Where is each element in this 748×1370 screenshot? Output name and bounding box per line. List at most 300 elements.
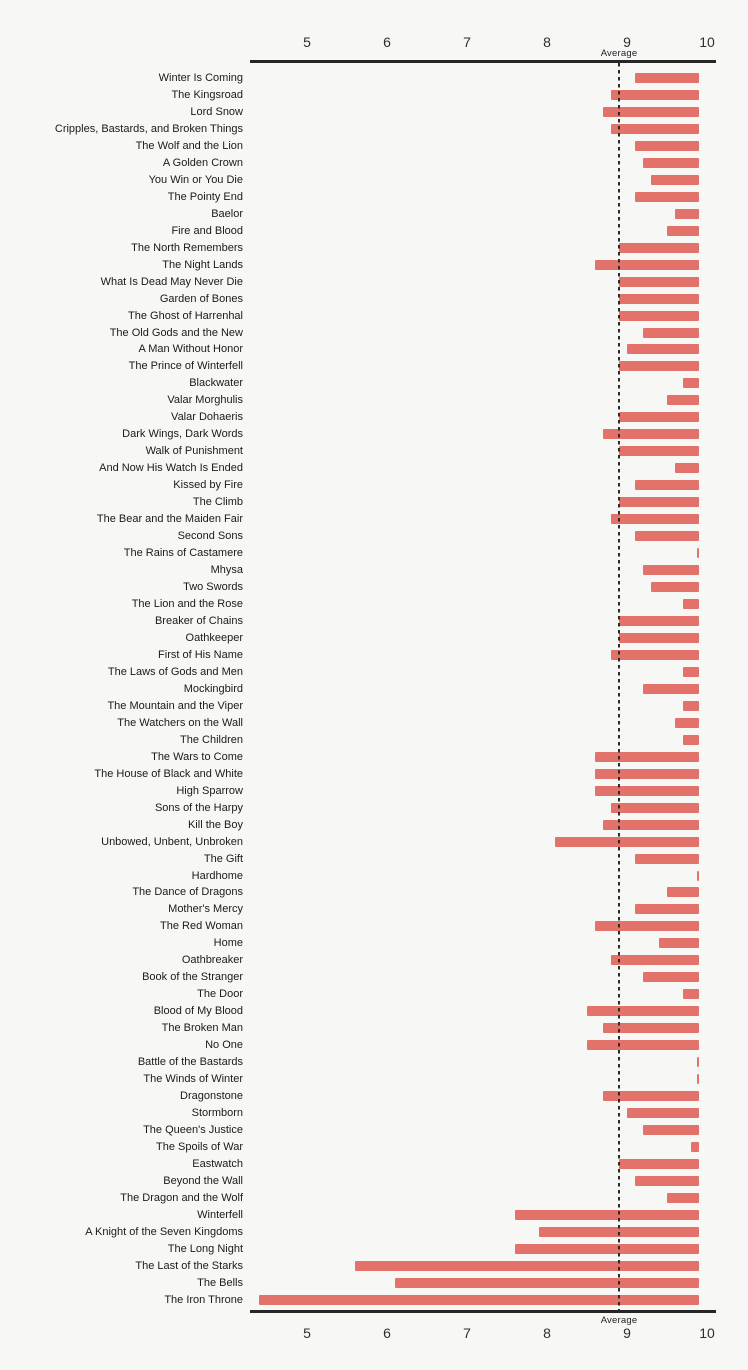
episode-row bbox=[0, 290, 748, 307]
rating-bar bbox=[683, 599, 699, 609]
bar-track bbox=[243, 765, 748, 782]
rating-bar bbox=[675, 209, 699, 219]
episode-row bbox=[0, 680, 748, 697]
bar-track bbox=[243, 545, 748, 562]
x-axis-bottom-line bbox=[250, 1310, 716, 1314]
episode-row bbox=[0, 358, 748, 375]
x-tick: 9 bbox=[623, 34, 631, 50]
bar-track bbox=[243, 1223, 748, 1240]
bar-track bbox=[243, 884, 748, 901]
episode-label: The Pointy End bbox=[167, 190, 243, 203]
rating-bar bbox=[697, 1057, 700, 1067]
x-tick: 8 bbox=[543, 1325, 551, 1341]
episode-row bbox=[0, 1172, 748, 1189]
rating-bar bbox=[611, 514, 699, 524]
bar-track bbox=[243, 1054, 748, 1071]
bar-track bbox=[243, 748, 748, 765]
episode-label: Lord Snow bbox=[190, 105, 243, 118]
episode-row bbox=[0, 1054, 748, 1071]
episode-label: Eastwatch bbox=[192, 1157, 243, 1170]
bar-track bbox=[243, 460, 748, 477]
episode-row bbox=[0, 1206, 748, 1223]
bar-track bbox=[243, 918, 748, 935]
bar-track bbox=[243, 1189, 748, 1206]
bar-track bbox=[243, 646, 748, 663]
episode-row bbox=[0, 986, 748, 1003]
rating-bar bbox=[683, 667, 699, 677]
bar-track bbox=[243, 850, 748, 867]
bar-track bbox=[243, 1156, 748, 1173]
episode-row bbox=[0, 731, 748, 748]
bar-track bbox=[243, 714, 748, 731]
bar-track bbox=[243, 1105, 748, 1122]
x-tick: 9 bbox=[623, 1325, 631, 1341]
episode-label: Oathkeeper bbox=[185, 631, 243, 644]
rating-bar bbox=[395, 1278, 699, 1288]
episode-row bbox=[0, 1274, 748, 1291]
rating-bar bbox=[619, 497, 699, 507]
bar-track bbox=[243, 1020, 748, 1037]
bar-track bbox=[243, 901, 748, 918]
episode-label: The Broken Man bbox=[161, 1022, 243, 1035]
episode-row bbox=[0, 1122, 748, 1139]
rating-bar bbox=[619, 361, 699, 371]
x-tick: 7 bbox=[463, 34, 471, 50]
episode-label: High Sparrow bbox=[176, 784, 243, 797]
rating-bar bbox=[515, 1244, 699, 1254]
episode-row bbox=[0, 1156, 748, 1173]
episode-label: The Wolf and the Lion bbox=[135, 139, 243, 152]
episode-label: The Lion and the Rose bbox=[131, 598, 243, 611]
episode-label: A Knight of the Seven Kingdoms bbox=[85, 1225, 243, 1238]
episode-row bbox=[0, 154, 748, 171]
bar-track bbox=[243, 935, 748, 952]
rating-bar bbox=[667, 395, 699, 405]
episode-label: The Wars to Come bbox=[151, 750, 243, 763]
episode-row bbox=[0, 850, 748, 867]
episode-label: Dragonstone bbox=[180, 1090, 243, 1103]
episode-label: The Prince of Winterfell bbox=[128, 360, 243, 373]
rating-bar bbox=[619, 243, 699, 253]
rating-bar bbox=[659, 938, 699, 948]
x-tick: 6 bbox=[383, 1325, 391, 1341]
rating-bar bbox=[635, 192, 699, 202]
episode-label: First of His Name bbox=[158, 648, 243, 661]
episode-label: The Ghost of Harrenhal bbox=[128, 309, 243, 322]
rating-bar bbox=[635, 531, 699, 541]
episode-label: Winterfell bbox=[197, 1208, 243, 1221]
episode-label: A Man Without Honor bbox=[138, 343, 243, 356]
bar-track bbox=[243, 494, 748, 511]
bar-track bbox=[243, 511, 748, 528]
episode-row bbox=[0, 120, 748, 137]
episode-row bbox=[0, 205, 748, 222]
episode-label: Blackwater bbox=[189, 377, 243, 390]
episode-label: The Laws of Gods and Men bbox=[107, 665, 243, 678]
episode-row bbox=[0, 1291, 748, 1308]
bar-track bbox=[243, 137, 748, 154]
bar-track bbox=[243, 1206, 748, 1223]
episode-row bbox=[0, 596, 748, 613]
episode-label: Oathbreaker bbox=[181, 954, 243, 967]
bar-track bbox=[243, 188, 748, 205]
episode-row bbox=[0, 884, 748, 901]
bar-track bbox=[243, 477, 748, 494]
bar-track bbox=[243, 816, 748, 833]
episode-row bbox=[0, 460, 748, 477]
bar-track bbox=[243, 375, 748, 392]
rating-bar bbox=[515, 1210, 699, 1220]
rating-bar bbox=[627, 344, 699, 354]
rating-bar bbox=[675, 463, 699, 473]
episode-row bbox=[0, 426, 748, 443]
episode-row bbox=[0, 816, 748, 833]
episode-row bbox=[0, 1257, 748, 1274]
bar-track bbox=[243, 120, 748, 137]
episode-label: The Night Lands bbox=[162, 258, 243, 271]
episode-label: The Winds of Winter bbox=[143, 1073, 243, 1086]
rating-bar bbox=[611, 124, 699, 134]
episode-label: You Win or You Die bbox=[148, 173, 243, 186]
rating-bar bbox=[587, 1040, 699, 1050]
episode-row bbox=[0, 103, 748, 120]
episode-row bbox=[0, 341, 748, 358]
episode-label: Winter Is Coming bbox=[158, 71, 243, 84]
episode-label: Valar Dohaeris bbox=[171, 411, 243, 424]
bar-track bbox=[243, 680, 748, 697]
rating-bar bbox=[635, 480, 699, 490]
episode-label: A Golden Crown bbox=[162, 156, 243, 169]
rating-bar bbox=[667, 226, 699, 236]
episode-row bbox=[0, 867, 748, 884]
episode-row bbox=[0, 1223, 748, 1240]
episode-row bbox=[0, 273, 748, 290]
episode-row bbox=[0, 1071, 748, 1088]
rating-bar bbox=[683, 378, 699, 388]
bar-track bbox=[243, 579, 748, 596]
bar-track bbox=[243, 986, 748, 1003]
rating-bar bbox=[635, 1176, 699, 1186]
episode-label: Book of the Stranger bbox=[142, 971, 243, 984]
episode-row bbox=[0, 1105, 748, 1122]
bar-track bbox=[243, 799, 748, 816]
bar-track bbox=[243, 1003, 748, 1020]
average-label-top: Average bbox=[600, 48, 638, 59]
episode-label: The Spoils of War bbox=[155, 1141, 243, 1154]
bar-track bbox=[243, 103, 748, 120]
episode-row bbox=[0, 409, 748, 426]
rating-bar bbox=[555, 837, 699, 847]
average-line bbox=[618, 63, 620, 1310]
bar-track bbox=[243, 1122, 748, 1139]
episode-row bbox=[0, 952, 748, 969]
episode-label: Beyond the Wall bbox=[163, 1174, 243, 1187]
rating-bar bbox=[619, 446, 699, 456]
episode-row bbox=[0, 70, 748, 87]
episode-row bbox=[0, 748, 748, 765]
episode-label: The Bear and the Maiden Fair bbox=[96, 513, 243, 526]
episode-row bbox=[0, 833, 748, 850]
bar-track bbox=[243, 171, 748, 188]
episode-row bbox=[0, 697, 748, 714]
episode-label: Dark Wings, Dark Words bbox=[122, 428, 243, 441]
bar-track bbox=[243, 969, 748, 986]
rating-bar bbox=[697, 871, 700, 881]
bar-track bbox=[243, 629, 748, 646]
bar-track bbox=[243, 222, 748, 239]
episode-label: Valar Morghulis bbox=[167, 394, 243, 407]
episode-row bbox=[0, 1088, 748, 1105]
episode-row bbox=[0, 714, 748, 731]
episode-row bbox=[0, 511, 748, 528]
rating-bar bbox=[651, 175, 699, 185]
rating-bar bbox=[635, 904, 699, 914]
episode-label: Mockingbird bbox=[183, 682, 243, 695]
bar-track bbox=[243, 1240, 748, 1257]
episode-label: Blood of My Blood bbox=[153, 1005, 243, 1018]
rating-bar bbox=[643, 1125, 699, 1135]
episode-label: Home bbox=[213, 937, 243, 950]
rating-bar bbox=[595, 260, 699, 270]
episode-label: The Dance of Dragons bbox=[132, 886, 243, 899]
episode-row bbox=[0, 171, 748, 188]
rating-bar bbox=[619, 277, 699, 287]
episode-row bbox=[0, 782, 748, 799]
bar-track bbox=[243, 867, 748, 884]
bar-track bbox=[243, 697, 748, 714]
bar-track bbox=[243, 952, 748, 969]
x-axis-top-line bbox=[250, 60, 716, 64]
episode-label: And Now His Watch Is Ended bbox=[99, 462, 243, 475]
bar-track bbox=[243, 392, 748, 409]
rating-bar bbox=[619, 633, 699, 643]
episode-row bbox=[0, 494, 748, 511]
episode-row bbox=[0, 392, 748, 409]
episode-row bbox=[0, 545, 748, 562]
episode-row bbox=[0, 1037, 748, 1054]
episode-label: The Rains of Castamere bbox=[123, 547, 243, 560]
episode-label: The North Remembers bbox=[131, 241, 243, 254]
episode-row bbox=[0, 663, 748, 680]
bar-track bbox=[243, 1071, 748, 1088]
rating-bar bbox=[611, 90, 699, 100]
x-tick: 10 bbox=[699, 34, 715, 50]
episode-label: Mhysa bbox=[210, 564, 243, 577]
x-tick: 5 bbox=[303, 1325, 311, 1341]
episode-label: Kill the Boy bbox=[187, 818, 243, 831]
episode-row bbox=[0, 562, 748, 579]
episode-label: Sons of the Harpy bbox=[154, 801, 243, 814]
rating-bar bbox=[619, 616, 699, 626]
episode-row bbox=[0, 528, 748, 545]
rating-bar bbox=[595, 769, 699, 779]
episode-label: The Watchers on the Wall bbox=[117, 716, 243, 729]
x-tick: 6 bbox=[383, 34, 391, 50]
bar-track bbox=[243, 409, 748, 426]
plot-area bbox=[0, 70, 748, 1309]
episode-label: Hardhome bbox=[191, 869, 243, 882]
bar-track bbox=[243, 205, 748, 222]
x-tick: 8 bbox=[543, 34, 551, 50]
bar-track bbox=[243, 324, 748, 341]
bar-track bbox=[243, 1172, 748, 1189]
episode-row bbox=[0, 1020, 748, 1037]
episode-label: The Dragon and the Wolf bbox=[120, 1191, 243, 1204]
bar-track bbox=[243, 613, 748, 630]
episode-row bbox=[0, 188, 748, 205]
episode-row bbox=[0, 137, 748, 154]
episode-row bbox=[0, 443, 748, 460]
rating-bar bbox=[697, 1074, 700, 1084]
rating-bar bbox=[651, 582, 699, 592]
rating-bar bbox=[595, 921, 699, 931]
rating-bar bbox=[619, 412, 699, 422]
bar-track bbox=[243, 782, 748, 799]
episode-row bbox=[0, 1139, 748, 1156]
rating-bar bbox=[683, 735, 699, 745]
rating-bar bbox=[667, 1193, 699, 1203]
rating-bar bbox=[635, 73, 699, 83]
rating-bar bbox=[619, 311, 699, 321]
bar-track bbox=[243, 562, 748, 579]
episode-label: The Mountain and the Viper bbox=[107, 699, 243, 712]
episode-row bbox=[0, 629, 748, 646]
bar-track bbox=[243, 596, 748, 613]
x-tick: 7 bbox=[463, 1325, 471, 1341]
bar-track bbox=[243, 239, 748, 256]
episode-label: Kissed by Fire bbox=[173, 479, 243, 492]
rating-bar bbox=[683, 989, 699, 999]
episode-label: Breaker of Chains bbox=[154, 614, 243, 627]
episode-label: The Climb bbox=[192, 496, 243, 509]
episode-row bbox=[0, 901, 748, 918]
episode-row bbox=[0, 918, 748, 935]
bar-track bbox=[243, 1291, 748, 1308]
episode-row bbox=[0, 579, 748, 596]
rating-bar bbox=[643, 158, 699, 168]
episode-row bbox=[0, 935, 748, 952]
episode-label: Unbowed, Unbent, Unbroken bbox=[101, 835, 243, 848]
episode-row bbox=[0, 256, 748, 273]
episode-label: Walk of Punishment bbox=[145, 445, 243, 458]
rating-bar bbox=[697, 548, 700, 558]
rating-bar bbox=[643, 972, 699, 982]
x-tick: 10 bbox=[699, 1325, 715, 1341]
episode-label: The Door bbox=[197, 988, 243, 1001]
rating-bar bbox=[611, 955, 699, 965]
episode-row bbox=[0, 1003, 748, 1020]
bar-track bbox=[243, 663, 748, 680]
rating-bar bbox=[611, 650, 699, 660]
x-tick: 5 bbox=[303, 34, 311, 50]
episode-label: The Last of the Starks bbox=[135, 1259, 243, 1272]
bar-track bbox=[243, 1139, 748, 1156]
rating-bar bbox=[675, 718, 699, 728]
rating-bar bbox=[587, 1006, 699, 1016]
bar-track bbox=[243, 273, 748, 290]
bar-track bbox=[243, 1274, 748, 1291]
rating-bar bbox=[635, 141, 699, 151]
episode-row bbox=[0, 222, 748, 239]
episode-label: The Long Night bbox=[167, 1242, 243, 1255]
bar-track bbox=[243, 731, 748, 748]
episode-row bbox=[0, 1189, 748, 1206]
episode-label: No One bbox=[205, 1039, 243, 1052]
episode-label: The Red Woman bbox=[160, 920, 243, 933]
x-axis-bottom-ticks bbox=[0, 1325, 748, 1341]
episode-label: Fire and Blood bbox=[171, 224, 243, 237]
rating-bar bbox=[643, 684, 699, 694]
episode-label: The Queen's Justice bbox=[143, 1124, 243, 1137]
episode-label: What Is Dead May Never Die bbox=[100, 275, 243, 288]
episode-row bbox=[0, 799, 748, 816]
episode-label: The Old Gods and the New bbox=[109, 326, 243, 339]
episode-label: Cripples, Bastards, and Broken Things bbox=[54, 122, 243, 135]
bar-track bbox=[243, 1257, 748, 1274]
bar-track bbox=[243, 528, 748, 545]
episode-row bbox=[0, 307, 748, 324]
bar-track bbox=[243, 358, 748, 375]
average-label-bottom: Average bbox=[600, 1314, 638, 1326]
episode-label: The Iron Throne bbox=[164, 1293, 243, 1306]
rating-bar bbox=[683, 701, 699, 711]
rating-bar bbox=[691, 1142, 699, 1152]
bar-track bbox=[243, 1037, 748, 1054]
bar-track bbox=[243, 290, 748, 307]
rating-bar bbox=[643, 565, 699, 575]
rating-bar bbox=[635, 854, 699, 864]
episode-row bbox=[0, 1240, 748, 1257]
episode-label: Baelor bbox=[211, 207, 243, 220]
episode-label: Stormborn bbox=[191, 1107, 243, 1120]
episode-label: Battle of the Bastards bbox=[137, 1056, 243, 1069]
episode-label: Garden of Bones bbox=[159, 292, 243, 305]
bar-track bbox=[243, 256, 748, 273]
episode-label: Second Sons bbox=[177, 530, 243, 543]
episode-label: The Kingsroad bbox=[171, 88, 243, 101]
episode-row bbox=[0, 239, 748, 256]
episode-row bbox=[0, 765, 748, 782]
rating-bar bbox=[595, 752, 699, 762]
episode-label: The Children bbox=[180, 733, 243, 746]
rating-bar bbox=[355, 1261, 699, 1271]
episode-label: Two Swords bbox=[183, 581, 243, 594]
bar-track bbox=[243, 307, 748, 324]
episode-label: The House of Black and White bbox=[94, 767, 243, 780]
episode-row bbox=[0, 646, 748, 663]
rating-bar bbox=[619, 1159, 699, 1169]
bar-track bbox=[243, 154, 748, 171]
episode-label: Mother's Mercy bbox=[168, 903, 243, 916]
rating-bar bbox=[667, 887, 699, 897]
bar-track bbox=[243, 443, 748, 460]
episode-row bbox=[0, 375, 748, 392]
rating-bar bbox=[611, 803, 699, 813]
bar-track bbox=[243, 833, 748, 850]
rating-bar bbox=[643, 328, 699, 338]
bar-track bbox=[243, 1088, 748, 1105]
rating-bar bbox=[619, 294, 699, 304]
rating-bar bbox=[259, 1295, 699, 1305]
episode-row bbox=[0, 324, 748, 341]
episode-label: The Bells bbox=[197, 1276, 243, 1289]
bar-track bbox=[243, 341, 748, 358]
episode-row bbox=[0, 477, 748, 494]
rating-bar bbox=[627, 1108, 699, 1118]
rating-bar bbox=[595, 786, 699, 796]
episode-label: The Gift bbox=[203, 852, 243, 865]
bar-track bbox=[243, 70, 748, 87]
